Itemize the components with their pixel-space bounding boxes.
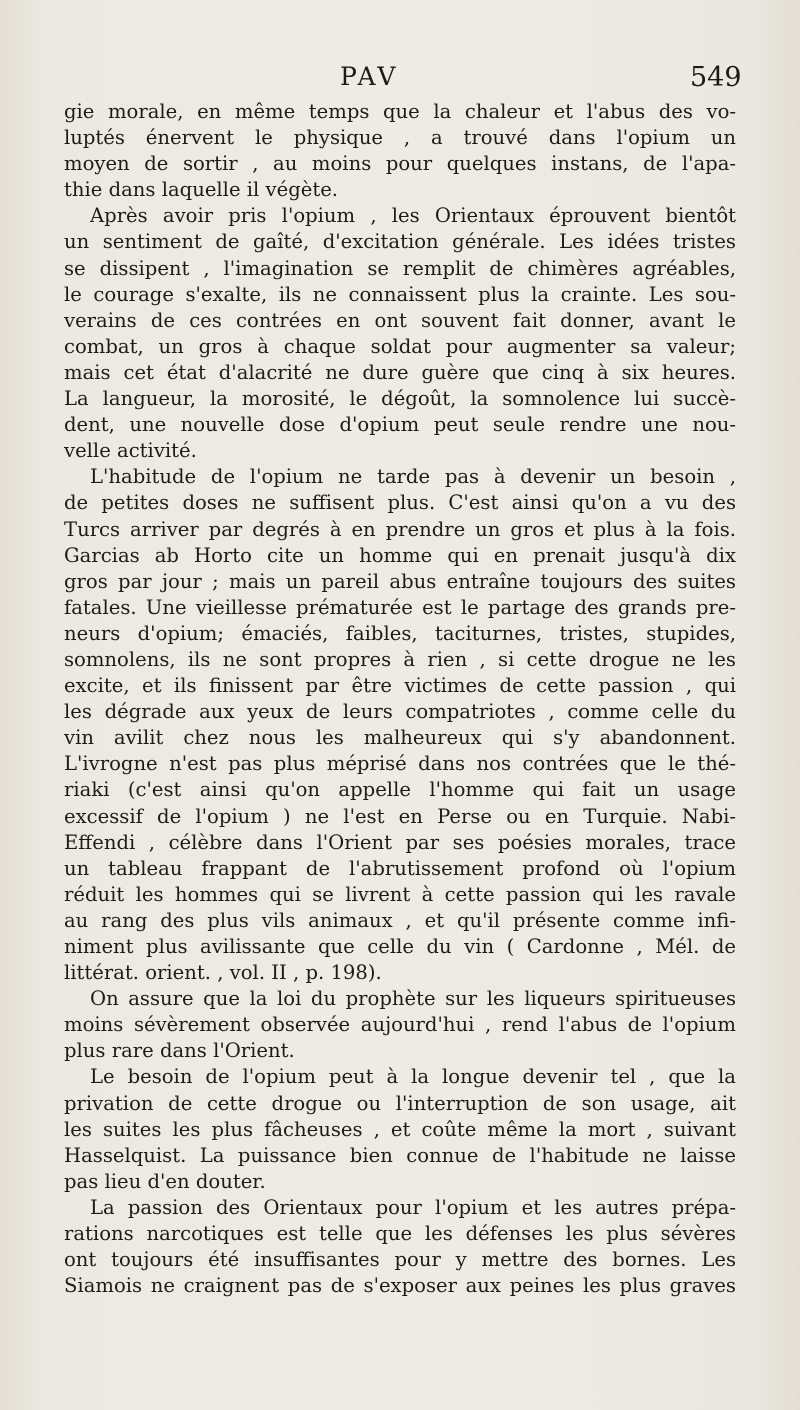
text-line: fatales. Une vieillesse prématurée est le partage des grands pre-	[64, 595, 736, 619]
running-title: PAV	[340, 62, 399, 91]
text-line: au rang des plus vils animaux , et qu'il présente comme infi-	[64, 908, 736, 932]
text-line: dent, une nouvelle dose d'opium peut seule rendre une nou-	[64, 413, 736, 437]
text-line: gros par jour ; mais un pareil abus entraîne toujours des suites	[64, 569, 736, 593]
text-line: littérat. orient. , vol. II , p. 198).	[64, 961, 382, 985]
text-line: thie dans laquelle il végète.	[64, 178, 339, 202]
text-line: Siamois ne craignent pas de s'exposer aux peines les plus graves	[64, 1274, 736, 1298]
text-line: pas lieu d'en douter.	[64, 1169, 266, 1193]
text-line: un tableau frappant de l'abrutissement profond où l'opium	[64, 856, 736, 880]
text-line: riaki (c'est ainsi qu'on appelle l'homme qui fait un usage	[64, 778, 736, 802]
text-line: se dissipent , l'imagination se remplit de chimères agréables,	[64, 256, 736, 280]
text-line: de petites doses ne suffisent plus. C'est ainsi qu'on a vu des	[64, 491, 736, 515]
text-line: le courage s'exalte, ils ne connaissent plus la crainte. Les sou-	[64, 282, 736, 306]
text-line: combat, un gros à chaque soldat pour augmenter sa valeur;	[64, 334, 736, 358]
text-line: Effendi , célèbre dans l'Orient par ses poésies morales, trace	[64, 830, 736, 854]
text-line: vin avilit chez nous les malheureux qui s'y abandonnent.	[64, 726, 736, 750]
text-line: verains de ces contrées en ont souvent fait donner, avant le	[64, 308, 736, 332]
text-line: excessif de l'opium ) ne l'est en Perse ou en Turquie. Nabi-	[64, 804, 736, 828]
text-line: un sentiment de gaîté, d'excitation générale. Les idées tristes	[64, 230, 736, 254]
text-line: Le besoin de l'opium peut à la longue devenir tel , que la	[90, 1065, 736, 1089]
text-line: plus rare dans l'Orient.	[64, 1039, 295, 1063]
text-line: ont toujours été insuffisantes pour y mettre des bornes. Les	[64, 1248, 736, 1272]
text-line: réduit les hommes qui se livrent à cette passion qui les ravale	[64, 882, 736, 906]
text-line: mais cet état d'alacrité ne dure guère que cinq à six heures.	[64, 360, 736, 384]
body-text	[64, 99, 736, 1299]
text-line: gie morale, en même temps que la chaleur et l'abus des vo-	[64, 100, 736, 123]
text-line: les suites les plus fâcheuses , et coûte même la mort , suivant	[64, 1117, 736, 1141]
text-line: neurs d'opium; émaciés, faibles, taciturnes, tristes, stupides,	[64, 621, 736, 645]
text-line: excite, et ils finissent par être victimes de cette passion , qui	[64, 674, 736, 698]
text-line: privation de cette drogue ou l'interruption de son usage, ait	[64, 1091, 736, 1115]
text-line: L'habitude de l'opium ne tarde pas à devenir un besoin ,	[90, 465, 736, 489]
page-number: 549	[690, 62, 742, 93]
text-line: La passion des Orientaux pour l'opium et les autres prépa-	[90, 1195, 736, 1219]
text-line: Hasselquist. La puissance bien connue de l'habitude ne laisse	[64, 1143, 736, 1167]
text-line: Turcs arriver par degrés à en prendre un gros et plus à la fois.	[64, 517, 736, 541]
text-line: somnolens, ils ne sont propres à rien , si cette drogue ne les	[64, 647, 736, 671]
text-line: Garcias ab Horto cite un homme qui en prenait jusqu'à dix	[64, 543, 736, 567]
text-line: velle activité.	[64, 439, 197, 463]
text-line: La langueur, la morosité, le dégoût, la somnolence lui succè-	[64, 387, 736, 411]
text-line: les dégrade aux yeux de leurs compatriotes , comme celle du	[64, 700, 736, 724]
text-line: moyen de sortir , au moins pour quelques instans, de l'apa-	[64, 152, 736, 176]
text-line: Après avoir pris l'opium , les Orientaux éprouvent bientôt	[90, 204, 736, 228]
text-line: L'ivrogne n'est pas plus méprisé dans nos contrées que le thé-	[64, 752, 736, 776]
text-line: On assure que la loi du prophète sur les liqueurs spiritueuses	[90, 987, 736, 1011]
text-line: niment plus avilissante que celle du vin ( Cardonne , Mél. de	[64, 935, 736, 958]
page-header	[0, 62, 800, 96]
text-line: rations narcotiques est telle que les défenses les plus sévères	[64, 1222, 736, 1246]
text-line: moins sévèrement observée aujourd'hui , rend l'abus de l'opium	[64, 1013, 736, 1037]
text-line: luptés énervent le physique , a trouvé dans l'opium un	[64, 126, 736, 150]
